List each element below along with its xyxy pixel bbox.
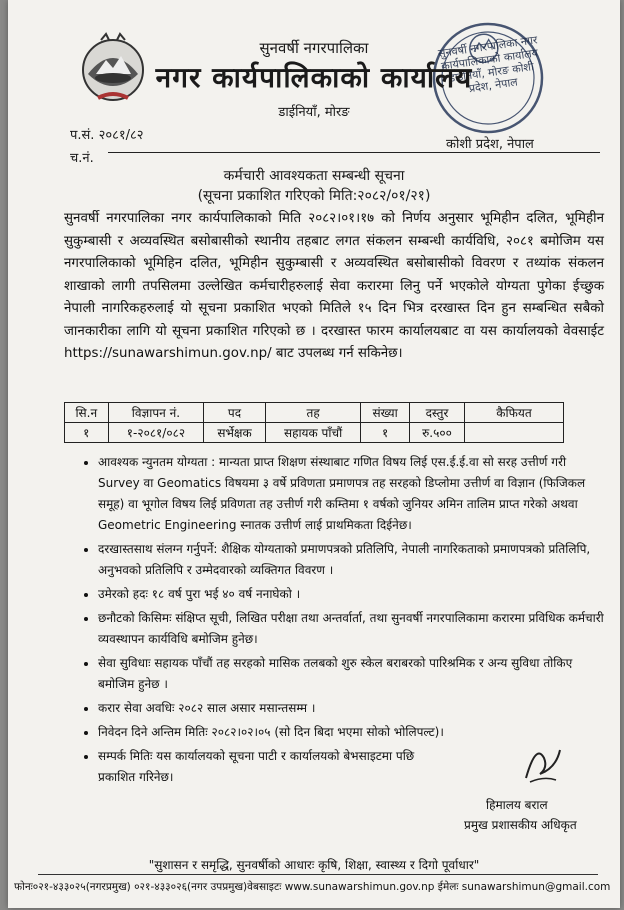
table-cell: १: [361, 423, 410, 443]
list-item: • दरखास्तसाथ संलग्न गर्नुपर्ने: शैक्षिक योग्यताको प्रमाणपत्रको प्रतिलिपि, नेपाली नागरिकताको प्रमाणपत्रको प्रतिलिपि, अनुभवको प्रतिलिपि र उम्मेदवारको व्यक्तिगत विवरण ।: [98, 539, 608, 581]
list-item: • छनौटको किसिमः संक्षिप्त सूची, लिखित परीक्षा तथा अन्तर्वार्ता, तथा सुनवर्षी नगरपालिकामा करारमा प्रविधिक कर्मचारी व्यवस्थापन कार्यविधि बमोजिम हुनेछ।: [98, 608, 608, 650]
dispatch-number: च.नं.: [70, 151, 94, 166]
table-header: पद: [204, 403, 266, 423]
handwritten-signature: [516, 738, 566, 788]
header-divider: [108, 152, 600, 153]
vacancy-table: [64, 402, 564, 443]
list-item: • सेवा सुविधाः सहायक पाँचौं तह सरहको मासिक तलबको शुरु स्केल बराबरको पारिश्रमिक र अन्य सुविधा तोकिए बमोजिम हुनेछ ।: [98, 653, 608, 695]
table-cell: १-२०८१/०८२: [108, 423, 204, 443]
list-item: • निवेदन दिने अन्तिम मितिः २०८२।०२।०५ (सो दिन बिदा भएमा सोको भोलिपल्ट)।: [98, 722, 608, 743]
municipality-name: सुनवर्षी नगरपालिका: [259, 39, 369, 57]
office-name: नगर कार्यपालिकाको कार्यालय: [155, 61, 473, 94]
table-header: संख्या: [361, 403, 410, 423]
notice-title: कर्मचारी आवश्यकता सम्बन्धी सूचना: [223, 168, 405, 184]
table-cell: सर्भेक्षक: [204, 423, 266, 443]
table-header: कैफियत: [465, 403, 564, 423]
notice-subtitle: (सूचना प्रकाशित गरिएको मिति:२०८२/०१/२१): [197, 188, 431, 204]
list-item: • आवश्यक न्युनतम योग्यता : मान्यता प्राप्त शिक्षण संस्थाबाट गणित विषय लिई एस.ई.ई.वा सो सरह उत्तीर्ण गरी Survey वा Geomatics विषयमा ३ वर्षे प्रविणता प्रमाणपत्र तह सरहको डिप्लोमा उत्तीर्ण वा विज्ञान (फिजिकल समूह) वा भूगोल विषय लिई प्रविणता तह उत्तीर्ण गरी कम्तिमा १ वर्षको जुनियर अमिन तालिम प्राप्त गरेको अथवा Geometric Engineering स्नातक उत्तीर्ण लाई प्राथमिकता दिईनेछ।: [98, 452, 608, 536]
province-name: कोशी प्रदेश, नेपाल: [446, 137, 534, 152]
signer-name: हिमालय बराल: [486, 798, 548, 812]
notice-body: सुनवर्षी नगरपालिका नगर कार्यपालिकाको मिति २०८२।०१।१७ को निर्णय अनुसार भूमिहीन दलित, भूमिहीन सुकुम्बासी र अव्यवस्थित बसोबासीको स्थानीय तहबाट लगत संकलन सम्बन्धी कार्यविधि, २०८१ बमोजिम यस नगरपालिकाको भूमिहिन दलित, भूमिहीन सुकुम्बासी र अव्यवस्थित बसोबासीको विवरण र तथ्यांक संकलन शाखाको लागी तपसिलमा उल्लेखित कर्मचारीहरुलाई सेवा करारमा लिनु पर्ने भएकोले योग्यता पुगेका ईच्छुक नेपाली नागरिकहरुलाई यो सूचना प्रकाशित भएको मितिले १५ दिन भित्र दरखास्त दिन हुन सम्बन्धित सबैको जानकारीका लागि यो सूचना प्रकाशित गरिएको छ । दरखास्त फारम कार्यालयबाट वा यस कार्यालयको वेवसाईट https://sunawarshimun.gov.np/ बाट उपलब्ध गर्न सकिनेछ।: [64, 211, 604, 361]
footer-motto: "सुशासन र समृद्धि, सुनवर्षीको आधारः कृषि, शिक्षा, स्वास्थ्य र दिगो पूर्वाधार": [148, 858, 480, 872]
table-cell: [465, 423, 564, 443]
table-row: [65, 423, 564, 443]
table-header-row: [65, 403, 564, 423]
footer-contact: फोनः०२१-४३३०२५(नगरप्रमुख) ०२१-४३३०२६(नगर उपप्रमुख)वेबसाइटः www.sunawarshimun.gov.np ईमेलः sunawarshimun@gmail.com: [14, 881, 611, 893]
list-item: • उमेरको हदः १८ वर्ष पुरा भई ४० वर्ष ननाघेको ।: [98, 584, 608, 605]
table-header: सि.न: [65, 403, 109, 423]
office-location: डाईनियाँ, मोरङ: [278, 105, 350, 120]
table-cell: रु.५००: [409, 423, 464, 443]
table-header: दस्तुर: [409, 403, 464, 423]
table-header: तह: [265, 403, 361, 423]
table-cell: १: [65, 423, 109, 443]
signer-title: प्रमुख प्रशासकीय अधिकृत: [464, 818, 577, 832]
reference-number: प.सं. २०८१/८२: [70, 128, 144, 143]
seal-text: सुनवर्षी नगरपालिका नगर कार्यपालिकाको कार्यालय डाईनियाँ, मोरङ कोशी प्रदेश, नेपाल: [437, 33, 539, 96]
list-item: • करार सेवा अवधिः २०८२ साल असार मसान्तसम्म ।: [98, 698, 608, 719]
notice-page: [8, 0, 620, 908]
footer-divider: [38, 874, 598, 875]
list-item: • सम्पर्क मितिः यस कार्यालयको सूचना पाटी र कार्यालयको बेभसाइटमा पछि प्रकाशित गरिनेछ।: [98, 746, 428, 788]
table-cell: सहायक पाँचौं: [265, 423, 361, 443]
table-header: विज्ञापन नं.: [108, 403, 204, 423]
